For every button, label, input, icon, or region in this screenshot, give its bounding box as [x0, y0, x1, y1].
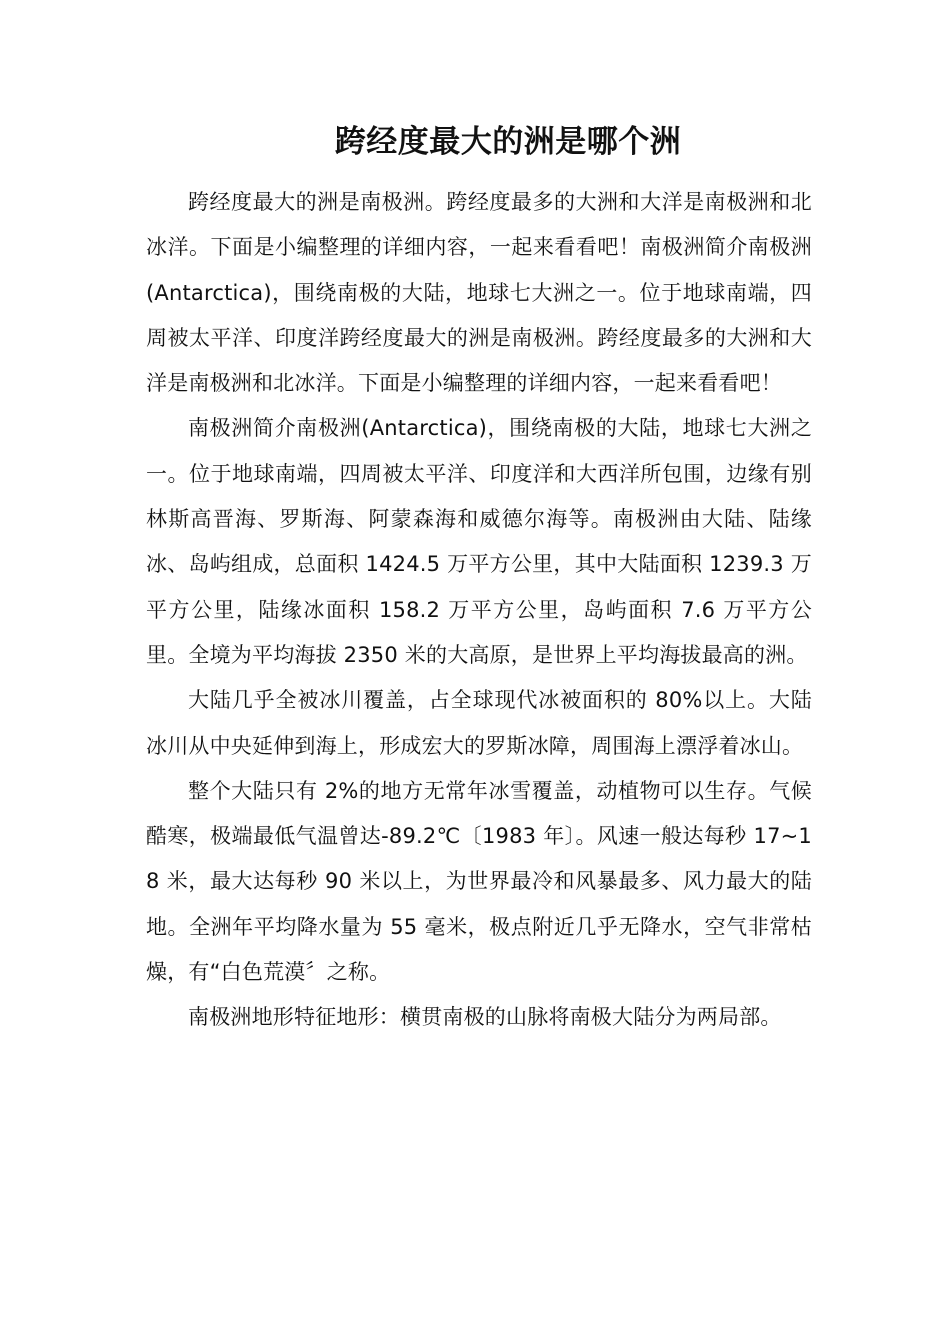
- paragraph-glaciers: 大陆几乎全被冰川覆盖，占全球现代冰被面积的 80%以上。大陆冰川从中央延伸到海上，形成宏大的罗斯冰障，周围海上漂浮着冰山。: [146, 688, 812, 758]
- document-body: [146, 180, 812, 1041]
- paragraph-climate: 整个大陆只有 2%的地方无常年冰雪覆盖，动植物可以生存。气候酷寒，极端最低气温曾达-89.2℃〔1983 年〕。风速一般达每秒 17~18 米，最大达每秒 90 米以上，为世界最冷和风暴最多、风力最大的陆地。全洲年平均降水量为 55 毫米，极点附近几乎无降水，空气非常枯燥，有“白色荒漠〞之称。: [146, 778, 812, 985]
- paragraph-overview: 南极洲简介南极洲(Antarctica)，围绕南极的大陆，地球七大洲之一。位于地球南端，四周被太平洋、印度洋和大西洋所包围，边缘有别林斯高晋海、罗斯海、阿蒙森海和威德尔海等。南极洲由大陆、陆缘冰、岛屿组成，总面积 1424.5 万平方公里，其中大陆面积 1239.3 万平方公里，陆缘冰面积 158.2 万平方公里，岛屿面积 7.6 万平方公里。全境为平均海拔 2350 米的大高原，是世界上平均海拔最高的洲。: [146, 416, 812, 667]
- paragraph-terrain: 南极洲地形特征地形：横贯南极的山脉将南极大陆分为两局部。: [188, 1005, 782, 1030]
- document-title: 跨经度最大的洲是哪个洲: [334, 124, 682, 160]
- paragraph-intro: 跨经度最大的洲是南极洲。跨经度最多的大洲和大洋是南极洲和北冰洋。下面是小编整理的详细内容，一起来看看吧！南极洲简介南极洲(Antarctica)，围绕南极的大陆，地球七大洲之一。位于地球南端，四周被太平洋、印度洋跨经度最大的洲是南极洲。跨经度最多的大洲和大洋是南极洲和北冰洋。下面是小编整理的详细内容，一起来看看吧！: [146, 190, 812, 396]
